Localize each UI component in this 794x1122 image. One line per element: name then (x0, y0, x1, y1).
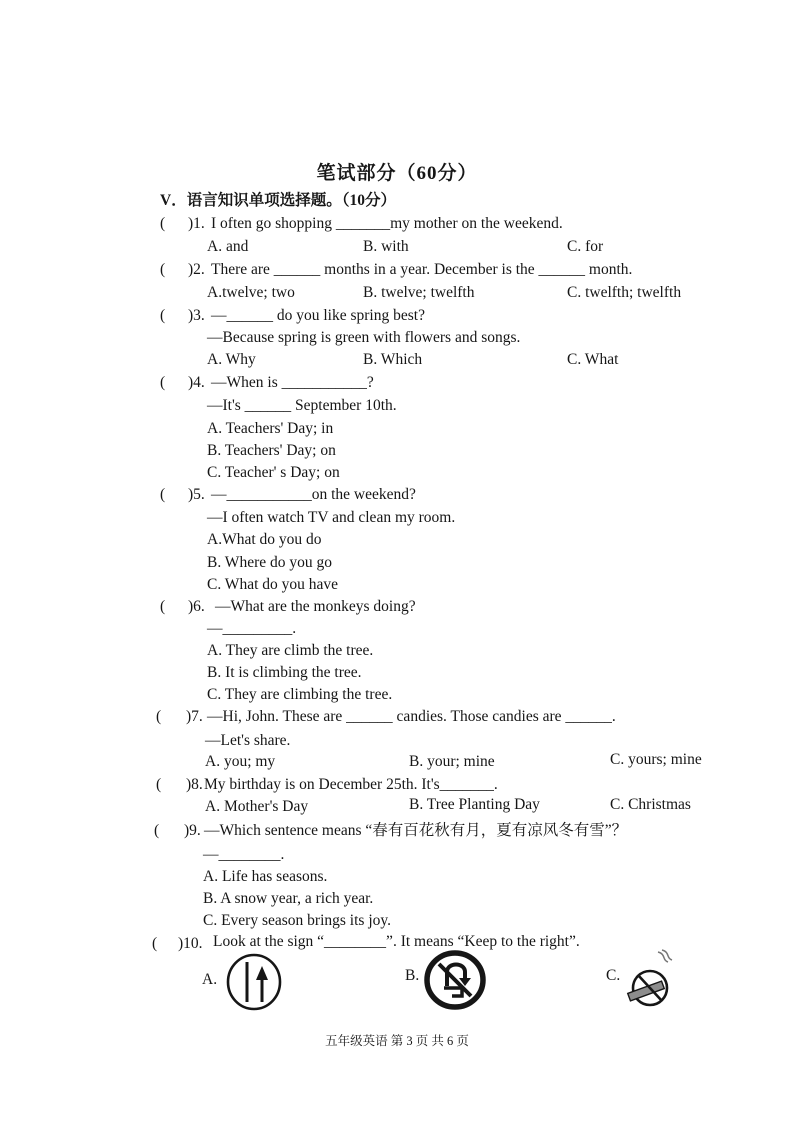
option-c: C. yours; mine (610, 751, 702, 768)
option-c: C. What do you have (207, 576, 339, 593)
question-number: )5. (188, 486, 205, 503)
option-b: B. twelve; twelfth (363, 284, 475, 301)
no-turn-sign-icon (424, 950, 486, 1010)
option-c: C. twelfth; twelfth (567, 284, 682, 301)
question-number: )3. (188, 307, 205, 324)
option-a: A. Why (207, 351, 256, 368)
question-number: )10. (178, 935, 203, 952)
question-number: )8. (186, 776, 203, 793)
question-stem: —Which sentence means “春有百花秋有月，夏有凉风冬有雪”？ (204, 822, 628, 839)
question-number: )4. (188, 374, 205, 391)
answer-paren[interactable]: ( (156, 776, 162, 793)
answer-paren[interactable]: ( (154, 822, 160, 839)
option-b: B. It is climbing the tree. (207, 664, 362, 681)
question-answer-line: —_________. (207, 620, 297, 637)
question-answer-line: —Because spring is green with flowers and songs. (207, 329, 521, 346)
keep-right-sign-icon (225, 953, 283, 1011)
page-title: 笔试部分（60分） (316, 163, 478, 184)
question-number: )6. (188, 598, 205, 615)
option-a: A. They are climb the tree. (207, 642, 374, 659)
page-footer: 五年级英语 第 3 页 共 6 页 (325, 1034, 469, 1048)
question-answer-line: —I often watch TV and clean my room. (207, 509, 456, 526)
option-b: B. your; mine (409, 753, 495, 770)
option-a: A. Life has seasons. (203, 868, 328, 885)
option-b: B. Which (363, 351, 423, 368)
option-b: B. Where do you go (207, 554, 332, 571)
option-c: C. Christmas (610, 796, 691, 813)
question-stem: Look at the sign “________”. It means “Keep to the right”. (213, 933, 580, 950)
answer-paren[interactable]: ( (160, 486, 166, 503)
option-a: A. you; my (205, 753, 276, 770)
option-a: A.twelve; two (207, 284, 295, 301)
question-number: )7. (186, 708, 203, 725)
option-b: B. Teachers' Day; on (207, 442, 336, 459)
answer-paren[interactable]: ( (156, 708, 162, 725)
option-b: B. A snow year, a rich year. (203, 890, 374, 907)
question-number: )2. (188, 261, 205, 278)
option-a: A. Mother's Day (205, 798, 309, 815)
question-stem: I often go shopping _______my mother on the weekend. (211, 215, 563, 232)
option-b: B. (405, 967, 420, 984)
option-c: C. Teacher' s Day; on (207, 464, 340, 481)
option-b: B. with (363, 238, 409, 255)
option-a: A. Teachers' Day; in (207, 420, 334, 437)
answer-paren[interactable]: ( (160, 307, 166, 324)
answer-paren[interactable]: ( (160, 215, 166, 232)
question-number: )1. (188, 215, 205, 232)
question-stem: —What are the monkeys doing? (215, 598, 416, 615)
answer-paren[interactable]: ( (152, 935, 158, 952)
question-stem: —___________on the weekend? (211, 486, 416, 503)
option-a: A.What do you do (207, 531, 322, 548)
answer-paren[interactable]: ( (160, 261, 166, 278)
option-a: A. (202, 971, 218, 988)
option-c: C. (606, 967, 621, 984)
question-number: )9. (184, 822, 201, 839)
question-stem: There are ______ months in a year. December is the ______ month. (211, 261, 633, 278)
no-smoking-sign-icon (622, 948, 678, 1008)
option-b: B. Tree Planting Day (409, 796, 540, 813)
question-answer-line: —It's ______ September 10th. (207, 397, 397, 414)
question-stem: —Hi, John. These are ______ candies. Those candies are ______. (207, 708, 616, 725)
question-stem: —When is ___________? (211, 374, 374, 391)
section-heading: V．语言知识单项选择题。（10分） (160, 192, 396, 209)
question-answer-line: —________. (203, 846, 285, 863)
question-answer-line: —Let's share. (205, 732, 291, 749)
question-stem: My birthday is on December 25th. It's_______. (204, 776, 498, 793)
answer-paren[interactable]: ( (160, 374, 166, 391)
option-c: C. They are climbing the tree. (207, 686, 393, 703)
option-c: C. for (567, 238, 604, 255)
option-a: A. and (207, 238, 249, 255)
option-c: C. What (567, 351, 619, 368)
answer-paren[interactable]: ( (160, 598, 166, 615)
question-stem: —______ do you like spring best? (211, 307, 425, 324)
option-c: C. Every season brings its joy. (203, 912, 391, 929)
